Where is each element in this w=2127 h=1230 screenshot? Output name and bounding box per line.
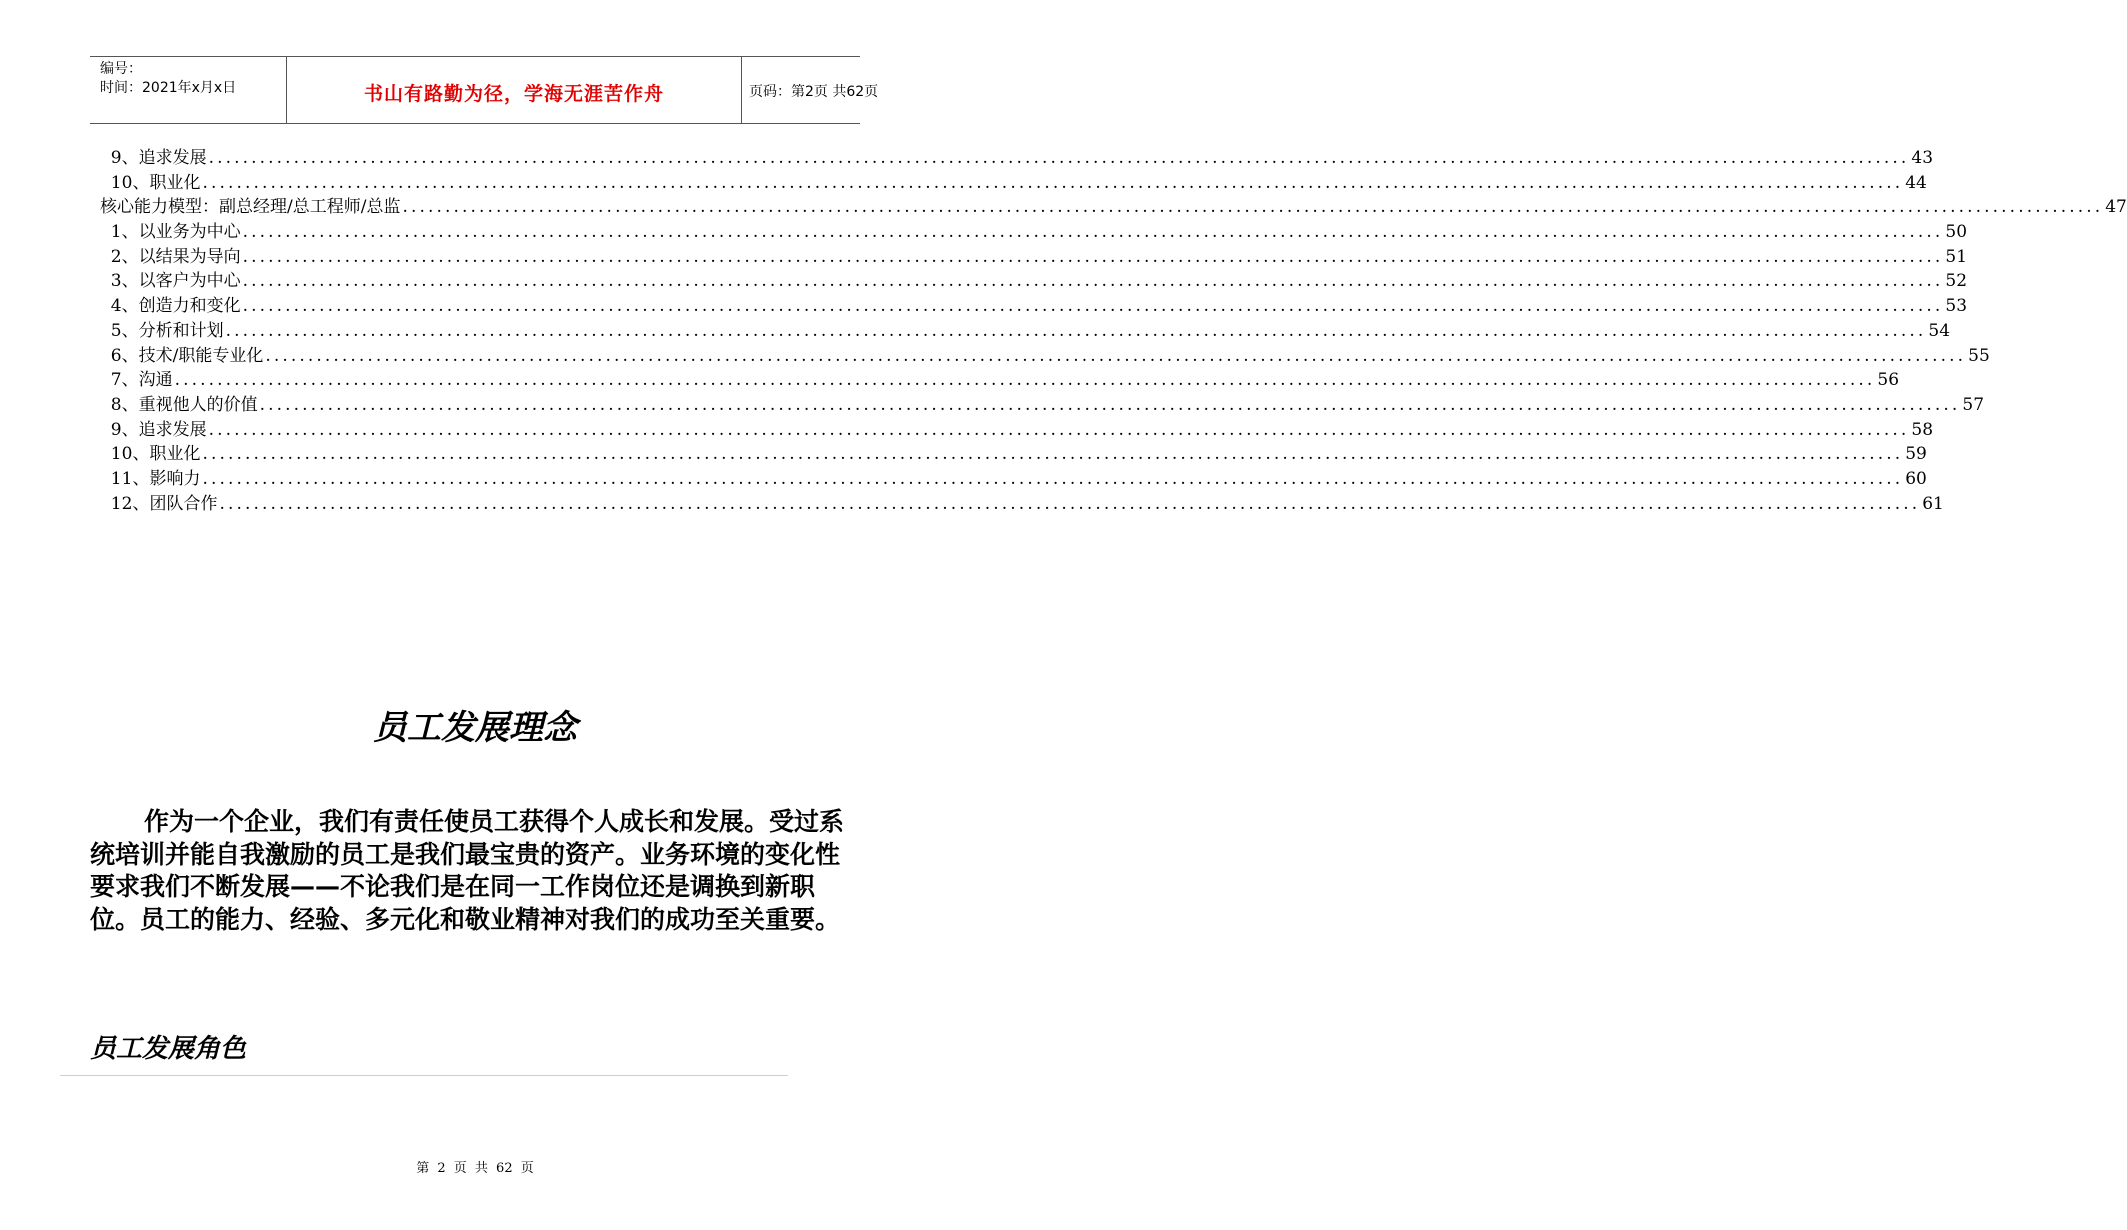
toc-entry[interactable] <box>100 492 1944 517</box>
toc-leader-dots: ........................................................................................................................................................................................................ <box>202 444 1904 465</box>
toc-entry-label: 3、以客户为中心 <box>100 271 241 292</box>
toc-leader-dots: ........................................................................................................................................................................................................ <box>208 419 1910 440</box>
toc-entry[interactable] <box>100 146 1934 171</box>
document-time-label: 时间：2021年x月x日 <box>100 80 237 96</box>
toc-entry[interactable] <box>100 171 1927 196</box>
toc-entry-page: 59 <box>1905 444 1927 465</box>
toc-entry[interactable] <box>100 467 1927 492</box>
toc-entry-page: 61 <box>1922 493 1944 514</box>
toc-entry[interactable] <box>100 294 1968 319</box>
toc-leader-dots: ........................................................................................................................................................................................................ <box>225 320 1927 341</box>
toc-entry-label: 10、职业化 <box>100 444 201 465</box>
section-subtitle: 员工发展角色 <box>90 1034 247 1064</box>
toc-leader-dots: ........................................................................................................................................................................................................ <box>265 345 1967 366</box>
toc-entry-label: 6、技术/职能专业化 <box>100 345 264 366</box>
toc-entry-page: 56 <box>1877 370 1900 391</box>
toc-leader-dots: ........................................................................................................................................................................................................ <box>208 148 1910 168</box>
toc-entry-label: 8、重视他人的价值 <box>100 394 258 415</box>
toc-entry-label: 5、分析和计划 <box>100 320 224 341</box>
toc-entry[interactable] <box>100 269 1968 294</box>
toc-entry[interactable] <box>100 344 1990 369</box>
toc-leader-dots: ........................................................................................................................................................................................................ <box>402 197 2104 218</box>
toc-entry-label: 9、追求发展 <box>100 419 207 440</box>
toc-entry-label: 12、团队合作 <box>100 493 218 514</box>
header-motto: 书山有路勤为径，学海无涯苦作舟 <box>363 83 664 105</box>
toc-entry-page: 50 <box>1945 222 1968 243</box>
toc-leader-dots: ........................................................................................................................................................................................................ <box>259 394 1961 415</box>
section-title: 员工发展理念 <box>373 708 577 748</box>
toc-entry-page: 47 <box>2105 197 2127 218</box>
toc-entry-page: 43 <box>1911 148 1934 168</box>
toc-leader-dots: ........................................................................................................................................................................................................ <box>174 370 1876 391</box>
toc-entry[interactable] <box>100 442 1927 467</box>
header-motto-cell <box>286 57 742 123</box>
toc-leader-dots: ........................................................................................................................................................................................................ <box>242 246 1944 267</box>
toc-entry[interactable] <box>100 319 1951 344</box>
page-header <box>90 56 879 124</box>
toc-leader-dots: ........................................................................................................................................................................................................ <box>202 468 1904 489</box>
toc-entry-page: 60 <box>1905 468 1927 489</box>
document-number-label: 编号： <box>100 61 142 77</box>
toc-entry[interactable] <box>100 245 1968 270</box>
page-footer: 第 2 页 共 62 页 <box>416 1161 534 1176</box>
toc-entry-label: 核心能力模型：副总经理/总工程师/总监 <box>100 197 401 218</box>
toc-entry-label: 7、沟通 <box>100 370 173 391</box>
toc-entry-page: 54 <box>1928 320 1951 341</box>
toc-entry-label: 10、职业化 <box>100 172 201 193</box>
toc-entry-label: 11、影响力 <box>100 468 201 489</box>
toc-entry-page: 44 <box>1905 172 1927 193</box>
toc-leader-dots: ........................................................................................................................................................................................................ <box>242 222 1944 243</box>
toc-entry-label: 1、以业务为中心 <box>100 222 241 243</box>
toc-entry-page: 55 <box>1968 345 1990 366</box>
toc-entry-page: 58 <box>1911 419 1934 440</box>
table-of-contents <box>100 146 2127 516</box>
toc-entry-page: 51 <box>1945 246 1968 267</box>
toc-entry[interactable] <box>100 418 1934 443</box>
toc-entry[interactable] <box>100 393 1985 418</box>
toc-leader-dots: ........................................................................................................................................................................................................ <box>202 172 1904 193</box>
toc-leader-dots: ........................................................................................................................................................................................................ <box>219 493 1921 514</box>
toc-entry-page: 52 <box>1945 271 1968 292</box>
toc-entry[interactable] <box>100 368 1900 393</box>
toc-entry-label: 9、追求发展 <box>100 148 207 168</box>
divider-line <box>60 1075 788 1076</box>
toc-entry-page: 53 <box>1945 296 1968 317</box>
toc-entry-label: 2、以结果为导向 <box>100 246 241 267</box>
toc-entry-page: 57 <box>1962 394 1985 415</box>
toc-entry-label: 4、创造力和变化 <box>100 296 241 317</box>
body-paragraph: 作为一个企业，我们有责任使员工获得个人成长和发展。受过系统培训并能自我激励的员工是我们最宝贵的资产。业务环境的变化性要求我们不断发展——不论我们是在同一工作岗位还是调换到新职位。员工的能力、经验、多元化和敬业精神对我们的成功至关重要。 <box>90 807 845 934</box>
toc-entry[interactable] <box>100 195 2127 220</box>
toc-entry[interactable] <box>100 220 1968 245</box>
toc-leader-dots: ........................................................................................................................................................................................................ <box>242 296 1944 317</box>
header-page-info: 页码：第2页 共62页 <box>749 84 879 100</box>
header-page-cell <box>741 57 879 123</box>
header-meta-cell <box>90 57 286 123</box>
toc-leader-dots: ........................................................................................................................................................................................................ <box>242 271 1944 292</box>
